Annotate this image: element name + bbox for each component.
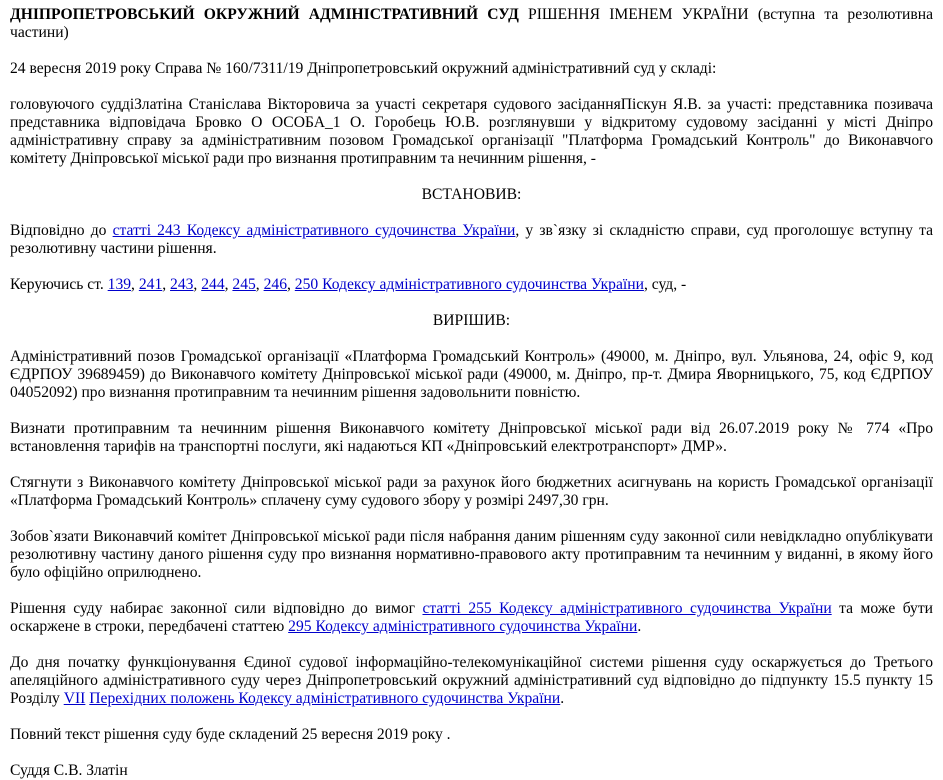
court-composition: головуючого суддіЗлатіна Станіслава Вікторовича за участі секретаря судового засіданняПіскун Я.В. за участі: представника позивача представника відповідача Бровко О ОСОБА_1 О. Горобець Ю.В. розглянувши у відкритому судовому засіданні у місті Дніпро адміністративну справу за адміністративним позовом Громадської організації "Платформа Громадський Контроль" до Виконавчого комітету Дніпровської міської ради про визнання протиправним та нечинним рішення, -: [10, 96, 933, 167]
decided-paragraph-6: [10, 654, 933, 708]
court-name: ДНІПРОПЕТРОВСЬКИЙ ОКРУЖНИЙ АДМІНІСТРАТИВНИЙ СУД: [10, 6, 519, 23]
date-case-line: 24 вересня 2019 року Справа № 160/7311/19 Дніпропетровський окружний адміністративний суд у складі:: [10, 60, 717, 77]
decided-paragraph-4: Зобов`язати Виконавчий комітет Дніпровської міської ради після набрання даним рішенням суду законної сили невідкладно опублікувати резолютивну частину даного рішення суду про визнання нормативно-правового акту протиправним та нечинним у виданні, в якому його було офіційно оприлюднено.: [10, 528, 933, 581]
link-transitional-provisions[interactable]: Перехідних положень Кодексу адміністративного судочинства України: [89, 690, 561, 707]
established-heading: ВСТАНОВИВ:: [421, 186, 522, 203]
text-segment: .: [637, 618, 642, 635]
text-segment: .: [560, 690, 565, 707]
link-article-243-short[interactable]: 243: [170, 276, 194, 293]
decided-paragraph-1: Адміністративний позов Громадської організації «Платформа Громадський Контроль» (49000, м. Дніпро, вул. Ульянова, 24, офіс 9, код ЄДРПОУ 39689459) до Виконавчого комітету Дніпровської міської ради (49000, м. Дніпро, пр-т. Дмира Яворницького, 75, код ЄДРПОУ 04052092) про визнання протиправним та нечинним рішення задовольнити повністю.: [10, 348, 933, 401]
separator: ,: [286, 276, 295, 293]
decided-paragraph-5: [10, 600, 933, 636]
judge-signature: Суддя С.В. Златін: [10, 762, 128, 779]
link-article-246[interactable]: 246: [263, 276, 287, 293]
link-section-vii[interactable]: VII: [63, 690, 86, 707]
document-subtitle: РІШЕННЯ ІМЕНЕМ УКРАЇНИ (вступна та резолютивна частини): [10, 6, 933, 41]
text-segment: та може бути оскаржене в строки, передбачені статтею: [10, 600, 933, 635]
link-article-139[interactable]: 139: [107, 276, 132, 293]
separator: ,: [162, 276, 171, 293]
decided-paragraph-7: Повний текст рішення суду буде складений 25 вересня 2019 року .: [10, 726, 451, 743]
separator: ,: [255, 276, 264, 293]
link-article-245[interactable]: 245: [232, 276, 256, 293]
decided-paragraph-2: Визнати протиправним та нечинним рішення Виконавчого комітету Дніпровської міської ради від 26.07.2019 року № 774 «Про встановлення тарифів на транспортні послуги, які надаються КП «Дніпровський електротранспорт» ДМР».: [10, 420, 933, 455]
decided-paragraph-3: Стягнути з Виконавчого комітету Дніпровської міської ради за рахунок його бюджетних асигнувань на користь Громадської організації «Платформа Громадський Контроль» сплачену суму судового збору у розмірі 2497,30 грн.: [10, 474, 933, 509]
link-article-250[interactable]: 250 Кодексу адміністративного судочинства України: [294, 276, 644, 293]
text-segment: Рішення суду набирає законної сили відповідно до вимог: [10, 600, 423, 617]
separator: ,: [224, 276, 233, 293]
established-paragraph-2: [10, 276, 933, 294]
text-segment: До дня початку функціонування Єдиної судової інформаційно-телекомунікаційної системи рішення суду оскаржується до Третього апеляційного адміністративного суду через Дніпропетровський окружний адміністративний суд відповідно до підпункту 15.5 пункту 15 Розділу: [10, 654, 933, 707]
link-article-241[interactable]: 241: [138, 276, 163, 293]
link-article-244[interactable]: 244: [201, 276, 225, 293]
decided-heading: ВИРІШИВ:: [432, 312, 511, 329]
text-segment: , суд, -: [643, 276, 687, 293]
link-article-295[interactable]: 295 Кодексу адміністративного судочинства України: [288, 618, 638, 635]
established-paragraph-1: [10, 222, 933, 258]
separator: ,: [193, 276, 202, 293]
link-article-243[interactable]: статті 243 Кодексу адміністративного судочинства України: [112, 222, 516, 239]
text-segment: Керуючись ст.: [10, 276, 108, 293]
text-segment: Відповідно до: [10, 222, 113, 239]
text-segment: , у зв`язку зі складністю справи, суд проголошує вступну та резолютивну частини рішення.: [10, 222, 934, 257]
document-header: [10, 6, 933, 42]
link-article-255[interactable]: статті 255 Кодексу адміністративного судочинства України: [422, 600, 832, 617]
separator: ,: [131, 276, 139, 293]
